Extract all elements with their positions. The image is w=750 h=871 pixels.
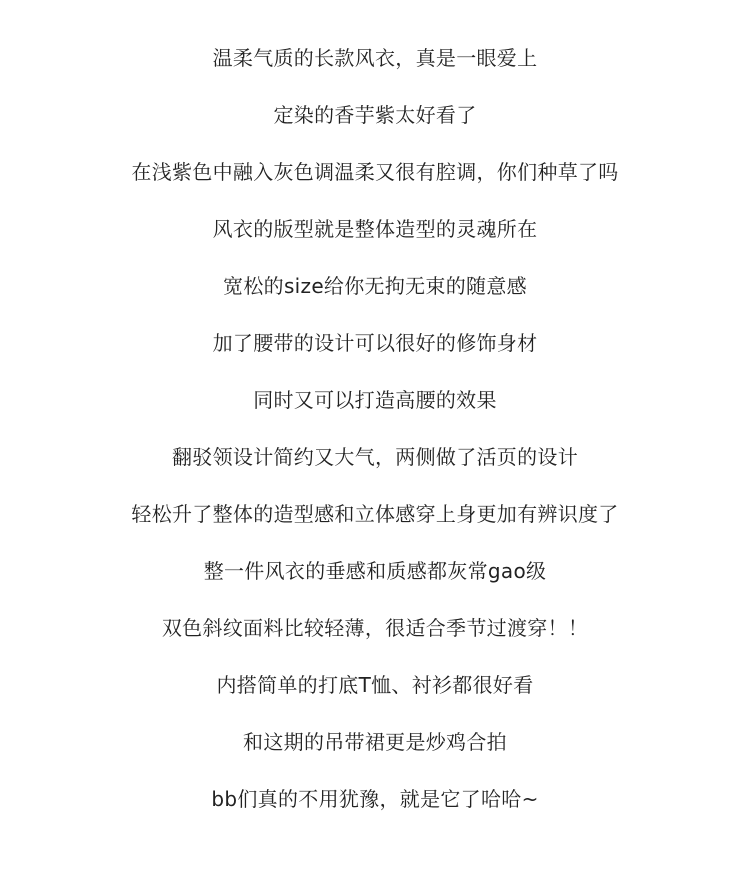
text-line-14: bb们真的不用犹豫，就是它了哈哈~ [211,787,539,811]
text-line-12: 内搭简单的打底T恤、衬衫都很好看 [216,673,534,697]
text-line-10: 整一件风衣的垂感和质感都灰常gao级 [203,559,547,583]
text-line-5: 宽松的size给你无拘无束的随意感 [223,274,527,298]
text-line-3: 在浅紫色中融入灰色调温柔又很有腔调，你们种草了吗 [131,160,619,184]
text-line-2: 定染的香芋紫太好看了 [273,103,477,127]
text-line-6: 加了腰带的设计可以很好的修饰身材 [212,331,538,355]
text-line-8: 翻驳领设计简约又大气，两侧做了活页的设计 [172,445,578,469]
product-description [0,40,750,838]
text-line-9: 轻松升了整体的造型感和立体感穿上身更加有辨识度了 [131,502,619,526]
text-line-4: 风衣的版型就是整体造型的灵魂所在 [212,217,538,241]
text-line-1: 温柔气质的长款风衣，真是一眼爱上 [212,46,538,70]
text-line-13: 和这期的吊带裙更是炒鸡合拍 [243,730,507,754]
text-line-7: 同时又可以打造高腰的效果 [253,388,497,412]
text-line-11: 双色斜纹面料比较轻薄，很适合季节过渡穿！！ [161,616,589,640]
